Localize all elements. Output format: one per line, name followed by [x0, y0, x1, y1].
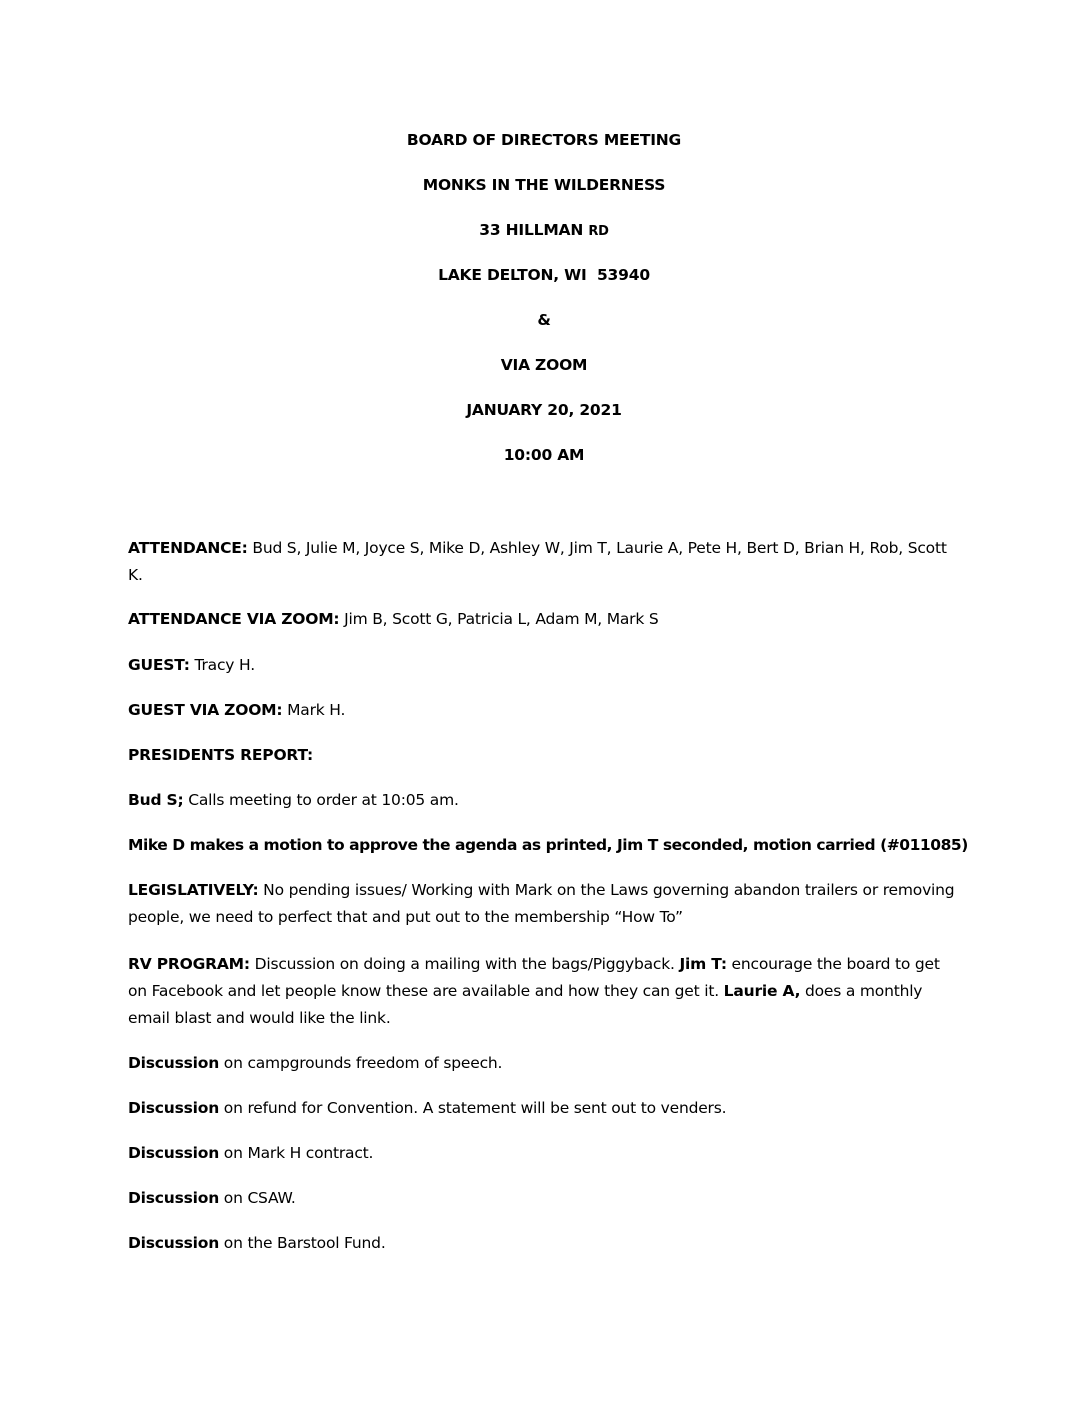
guest-text: Tracy H.: [189, 656, 255, 674]
via-zoom-line: VIA ZOOM: [500, 356, 588, 374]
discussion-item: [128, 1185, 958, 1212]
legislatively-paragraph: [128, 877, 958, 931]
agenda-motion-text: Mike D makes a motion to approve the agenda as printed, Jim T seconded, motion carried (#011085): [128, 836, 968, 854]
rv-program-paragraph: [128, 951, 958, 1032]
rv-program-label: RV PROGRAM:: [128, 955, 250, 973]
presidents-report-heading: [128, 742, 958, 769]
attendance-paragraph: [128, 535, 958, 589]
discussion-item: [128, 1095, 958, 1122]
legislatively-label: LEGISLATIVELY:: [128, 881, 259, 899]
guest-zoom-paragraph: [128, 697, 958, 724]
organization-name: MONKS IN THE WILDERNESS: [422, 176, 666, 194]
ampersand-line: &: [537, 311, 551, 329]
call-to-order-text: Calls meeting to order at 10:05 am.: [183, 791, 459, 809]
meeting-time: 10:00 AM: [503, 446, 585, 464]
discussion-label: Discussion: [128, 1054, 220, 1072]
discussion-item: [128, 1140, 958, 1167]
rv-program-text-3: does a monthly email blast and would like the link.: [128, 982, 923, 1027]
discussion-label: Discussion: [128, 1189, 220, 1207]
agenda-motion-paragraph: [128, 832, 968, 859]
guest-label: GUEST:: [128, 656, 190, 674]
guest-paragraph: [128, 652, 958, 679]
rv-program-text-1: Discussion on doing a mailing with the bags/Piggyback.: [249, 955, 680, 973]
legislatively-text: No pending issues/ Working with Mark on the Laws governing abandon trailers or removing people, we need to perfect that and put out to the membership “How To”: [128, 881, 955, 926]
discussion-text: on CSAW.: [219, 1189, 296, 1207]
address-street-suffix: RD: [588, 224, 609, 239]
attendance-label: ATTENDANCE:: [128, 539, 248, 557]
meeting-date: JANUARY 20, 2021: [466, 401, 622, 419]
guest-zoom-label: GUEST VIA ZOOM:: [128, 701, 283, 719]
meeting-title: BOARD OF DIRECTORS MEETING: [406, 131, 682, 149]
discussion-label: Discussion: [128, 1234, 220, 1252]
rv-program-name-1: Jim T:: [679, 955, 727, 973]
discussion-text: on campgrounds freedom of speech.: [219, 1054, 503, 1072]
discussion-item: [128, 1050, 958, 1077]
presidents-report-label: PRESIDENTS REPORT:: [128, 746, 313, 764]
call-to-order-paragraph: [128, 787, 958, 814]
guest-zoom-text: Mark H.: [282, 701, 346, 719]
address-street-main: 33 HILLMAN: [479, 221, 584, 239]
address-city: LAKE DELTON, WI 53940: [438, 266, 650, 284]
discussion-text: on refund for Convention. A statement will be sent out to venders.: [219, 1099, 727, 1117]
attendance-zoom-paragraph: [128, 606, 958, 633]
call-to-order-label: Bud S;: [128, 791, 184, 809]
discussion-text: on the Barstool Fund.: [219, 1234, 386, 1252]
rv-program-text-2: encourage the board to get on Facebook and let people know these are available and how they can get it.: [128, 955, 940, 1000]
rv-program-name-2: Laurie A,: [723, 982, 801, 1000]
attendance-zoom-text: Jim B, Scott G, Patricia L, Adam M, Mark S: [339, 610, 659, 628]
attendance-text: Bud S, Julie M, Joyce S, Mike D, Ashley W, Jim T, Laurie A, Pete H, Bert D, Brian H, Rob, Scott K.: [128, 539, 947, 584]
discussion-label: Discussion: [128, 1144, 220, 1162]
discussion-text: on Mark H contract.: [219, 1144, 374, 1162]
attendance-zoom-label: ATTENDANCE VIA ZOOM:: [128, 610, 340, 628]
address-street: [0, 221, 1088, 239]
discussion-item: [128, 1230, 958, 1257]
discussion-label: Discussion: [128, 1099, 220, 1117]
